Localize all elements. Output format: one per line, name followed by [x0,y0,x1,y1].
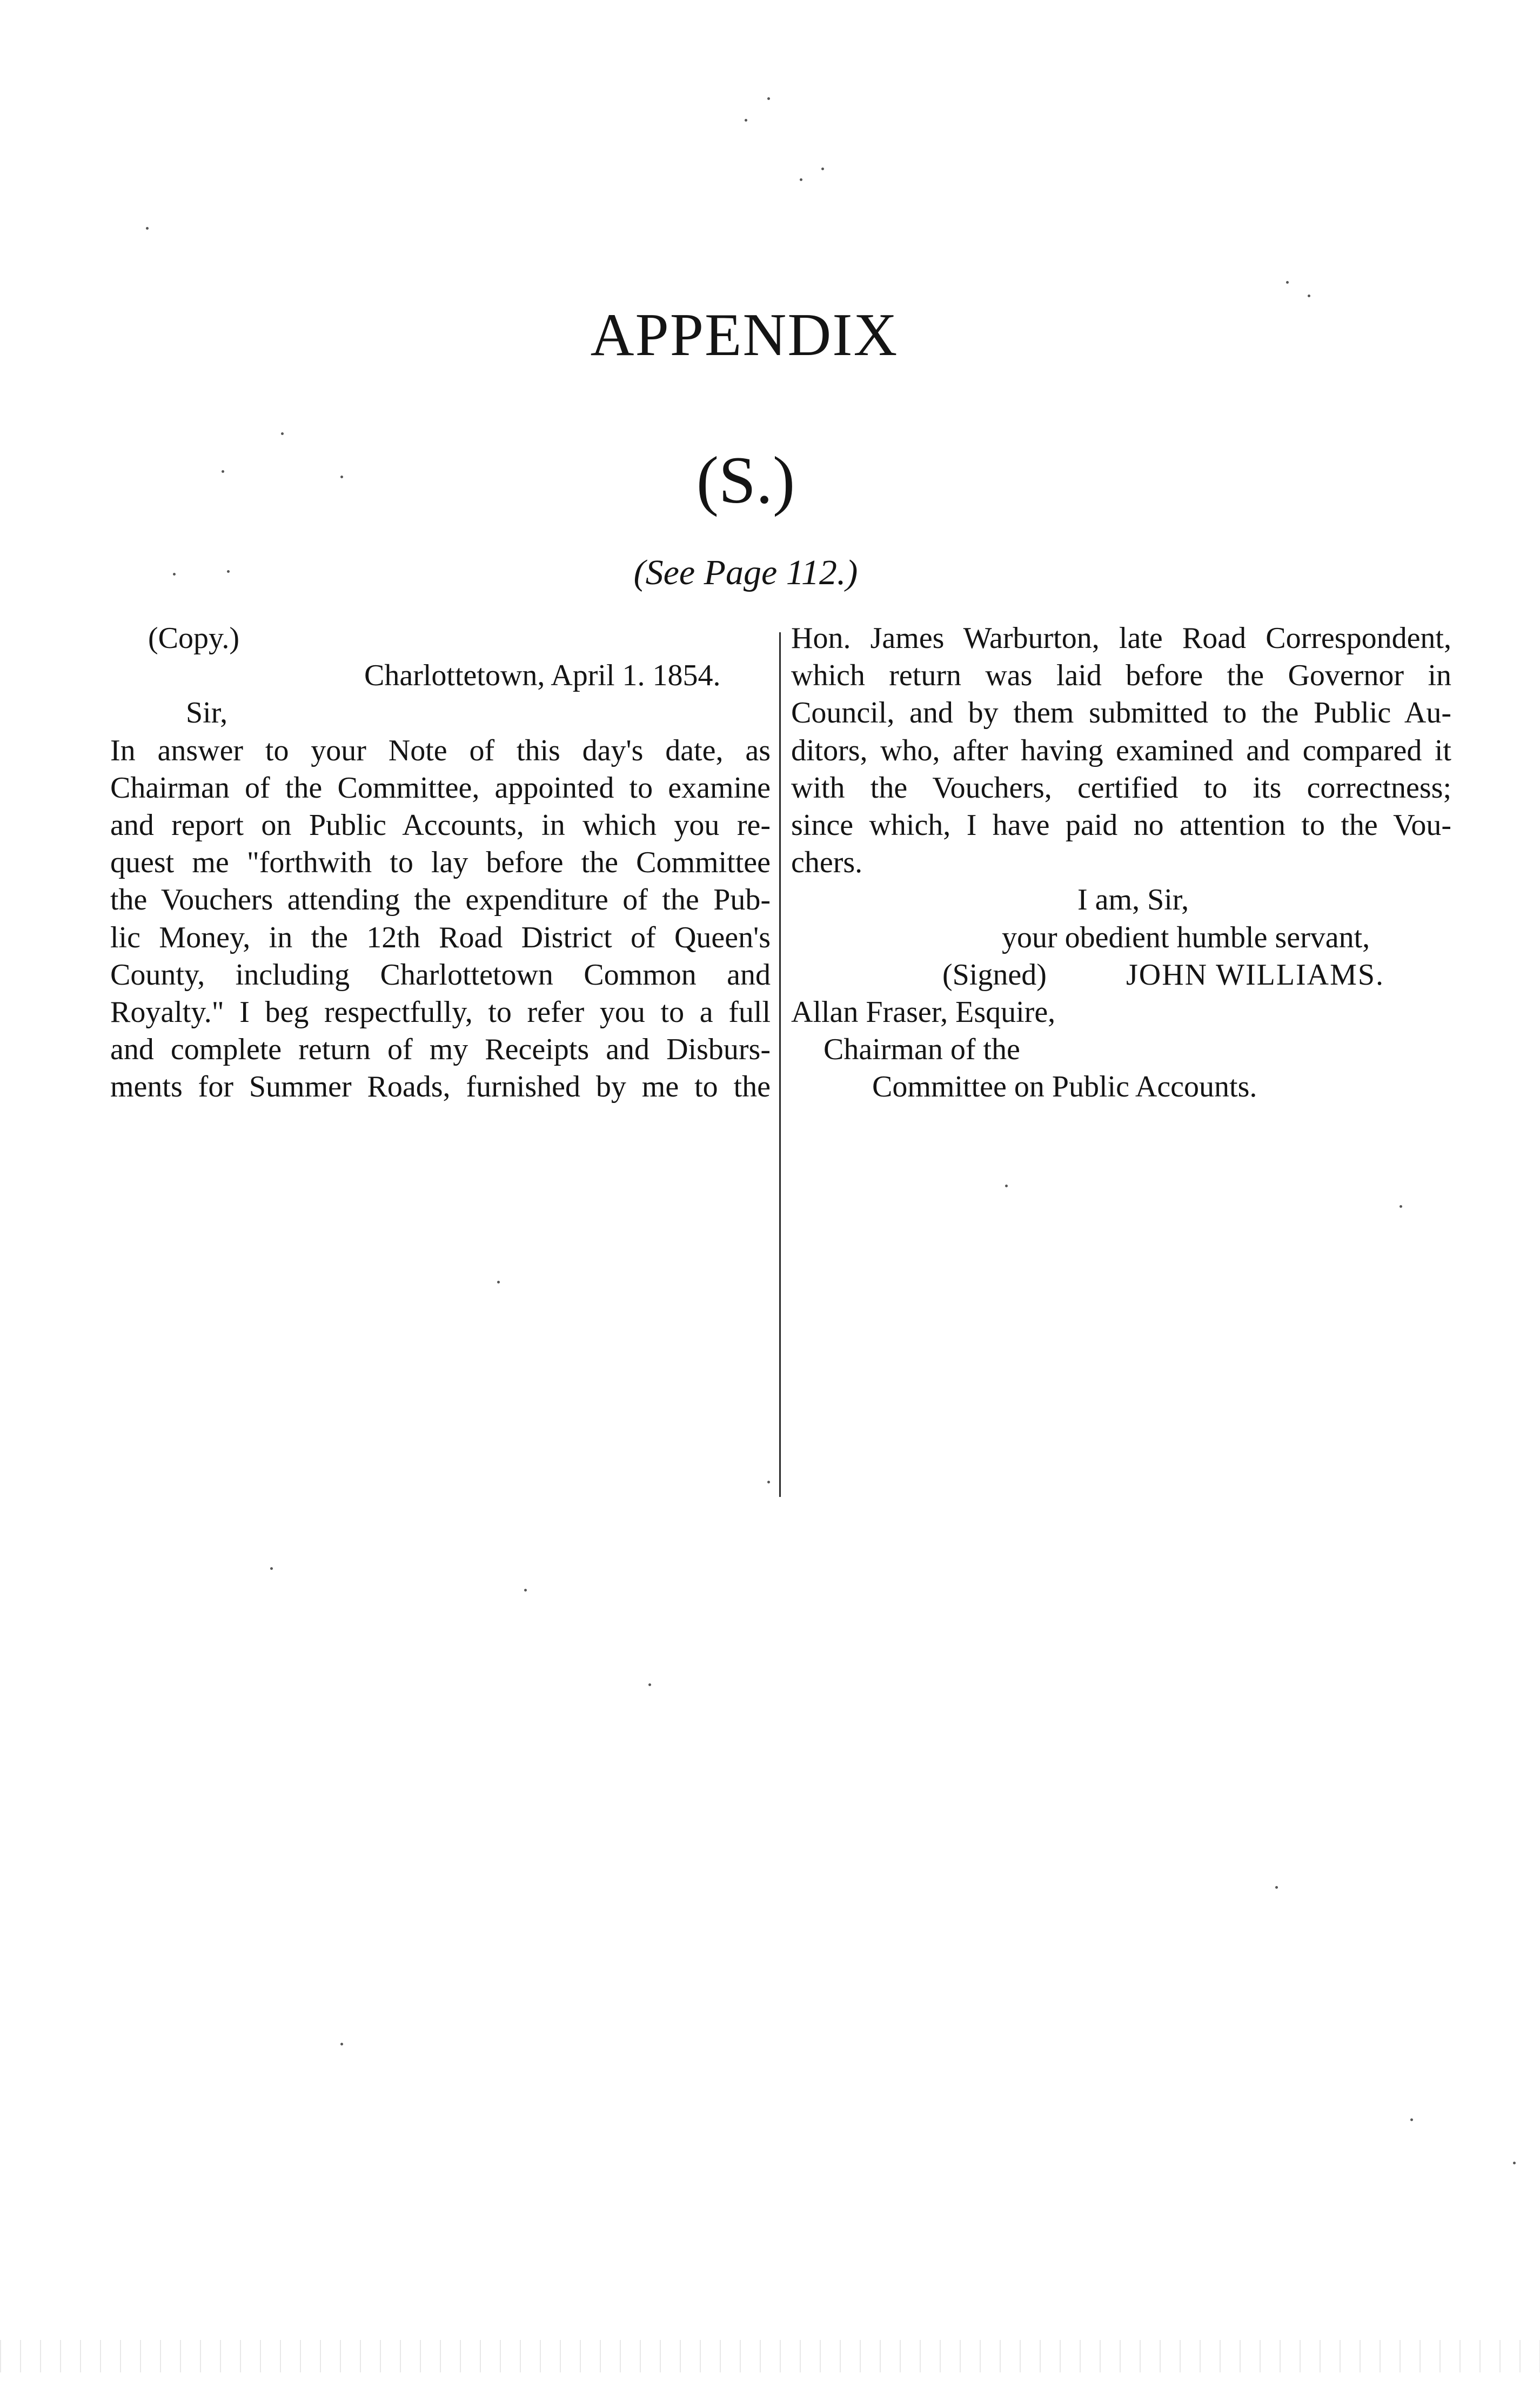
letter-line: Hon. James Warburton, late Road Correspondent, [791,621,1451,655]
closing-servant: your obedient humble servant, [1002,920,1370,954]
letter-line: and report on Public Accounts, in which you re- [110,808,771,842]
letter-line: with the Vouchers, certified to its correctness; [791,771,1451,805]
see-page-reference: (See Page 112.) [633,553,858,592]
appendix-letter: (S.) [696,443,795,517]
letter-line: Chairman of the Committee, appointed to examine [110,771,771,805]
appendix-title: APPENDIX [590,302,899,369]
letter-line: lic Money, in the 12th Road District of Queen's [110,920,771,954]
signed-label: (Signed) [942,958,1047,992]
addressee-title: Chairman of the [823,1033,1020,1067]
signer-name: JOHN WILLIAMS. [1126,958,1385,992]
letter-line: ditors, who, after having examined and compared it [791,733,1451,767]
letter-line: Council, and by them submitted to the Public Au- [791,696,1451,730]
letter-line: chers. [791,846,863,880]
copy-label: (Copy.) [148,621,240,655]
letter-line: the Vouchers attending the expenditure of the Pub- [110,883,771,917]
letter-line: County, including Charlottetown Common and [110,958,771,992]
left-column [110,620,771,1106]
signature-line [791,957,1451,994]
closing: I am, Sir, [1077,883,1189,917]
scan-edge-noise [0,2340,1540,2372]
letter-line: Royalty." I beg respectfully, to refer you to a full [110,995,771,1029]
letter-line: since which, I have paid no attention to the Vou- [791,808,1451,842]
letter-line: In answer to your Note of this day's date, as [110,733,771,767]
salutation: Sir, [186,696,228,730]
place-date: Charlottetown, April 1. 1854. [364,659,721,693]
letter-line: and complete return of my Receipts and Disburs- [110,1033,771,1067]
letter-line: which return was laid before the Governor in [791,659,1451,693]
addressee: Allan Fraser, Esquire, [791,995,1056,1029]
letter-line: ments for Summer Roads, furnished by me to the [110,1070,771,1104]
right-column [791,620,1451,1106]
letter-line: quest me "forthwith to lay before the Committee [110,846,771,880]
addressee-title: Committee on Public Accounts. [872,1070,1257,1104]
column-divider [779,632,781,1497]
